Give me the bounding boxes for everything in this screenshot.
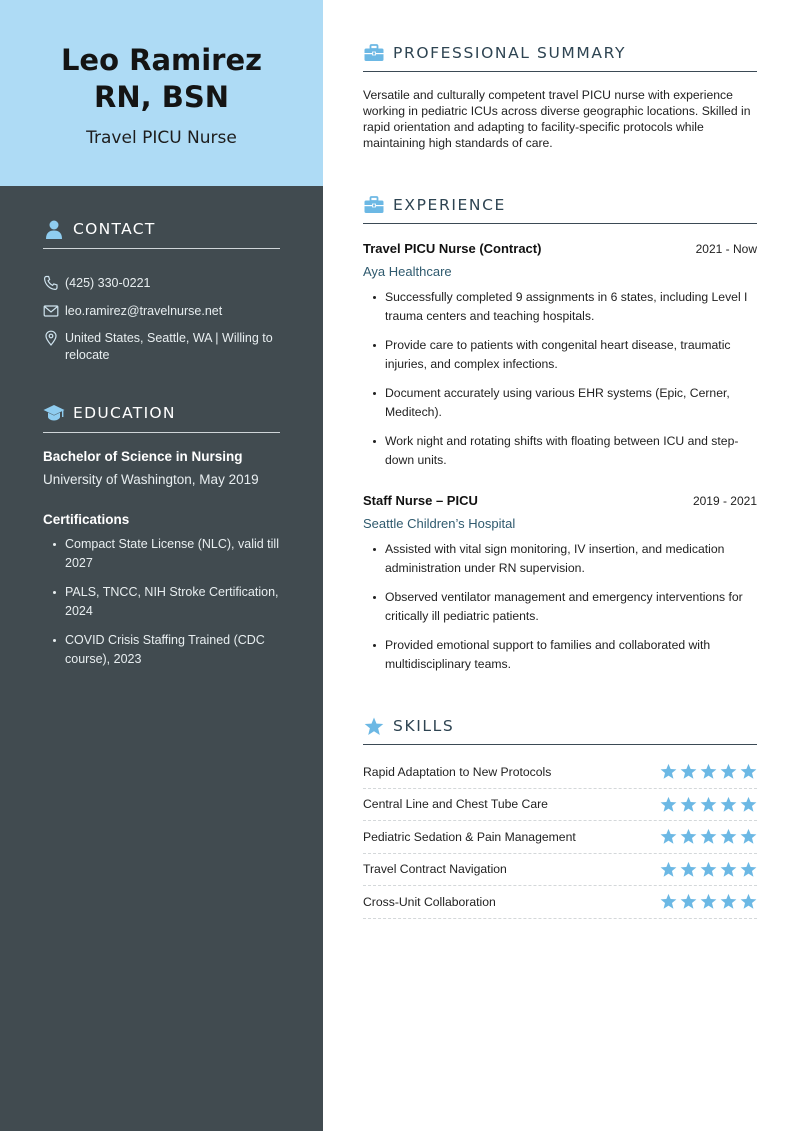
contact-email	[43, 303, 280, 320]
location-pin-icon	[43, 330, 59, 346]
job-bullet: Work night and rotating shifts with floating between ICU and step-down units.	[363, 432, 763, 469]
school: University of Washington, May 2019	[43, 472, 259, 487]
job-company: Seattle Children’s Hospital	[363, 516, 516, 531]
job-bullet: Provide care to patients with congenital heart disease, traumatic injuries, and complex infections.	[363, 336, 763, 373]
rating-star-icon	[660, 893, 677, 910]
contact-heading-label: CONTACT	[73, 220, 156, 238]
skill-name: Pediatric Sedation & Pain Management	[363, 829, 576, 844]
name-line-1: Leo Ramirez	[60, 43, 263, 77]
skills-heading-label: SKILLS	[393, 717, 455, 735]
summary-text: Versatile and culturally competent travel PICU nurse with experience working in pediatric ICUs across diverse geographic locations. Skilled in rapid orientation and adapting to facility-specific protocols while maintaining high standards of care.	[363, 88, 751, 150]
rating-star-icon	[700, 763, 717, 780]
skills-section	[363, 715, 757, 919]
candidate-name	[0, 0, 323, 116]
graduation-cap-icon	[43, 402, 65, 424]
job-entry	[363, 241, 757, 469]
contact-heading	[43, 218, 280, 249]
experience-heading-label: EXPERIENCE	[393, 196, 506, 214]
contact-phone	[43, 275, 280, 292]
rating-star-icon	[700, 796, 717, 813]
contact-email-text[interactable]: leo.ramirez@travelnurse.net	[65, 303, 223, 318]
rating-star-icon	[660, 861, 677, 878]
name-header	[0, 0, 323, 186]
rating-star-icon	[680, 796, 697, 813]
education-section	[43, 402, 280, 679]
certification-item: COVID Crisis Staffing Trained (CDC course), 2023	[43, 631, 280, 668]
rating-star-icon	[680, 861, 697, 878]
contact-location	[43, 330, 280, 363]
rating-star-icon	[720, 893, 737, 910]
job-bullet: Provided emotional support to families and collaborated with multidisciplinary teams.	[363, 636, 763, 673]
contact-section	[43, 218, 280, 374]
job-bullet: Observed ventilator management and emergency interventions for critically ill pediatric patients.	[363, 588, 763, 625]
job-company: Aya Healthcare	[363, 264, 452, 279]
certification-item: Compact State License (NLC), valid till 2027	[43, 535, 280, 572]
rating-star-icon	[660, 796, 677, 813]
job-entry	[363, 493, 757, 673]
skills-heading	[363, 715, 757, 745]
rating-star-icon	[720, 828, 737, 845]
skill-row	[363, 886, 757, 919]
skill-rating	[660, 763, 757, 780]
certification-item: PALS, TNCC, NIH Stroke Certification, 2024	[43, 583, 280, 620]
rating-star-icon	[740, 763, 757, 780]
skill-rating	[660, 861, 757, 878]
rating-star-icon	[740, 796, 757, 813]
rating-star-icon	[660, 828, 677, 845]
skill-rating	[660, 828, 757, 845]
skill-name: Central Line and Chest Tube Care	[363, 797, 548, 812]
rating-star-icon	[720, 763, 737, 780]
skill-row	[363, 854, 757, 887]
rating-star-icon	[700, 828, 717, 845]
summary-section	[363, 42, 757, 151]
skill-row	[363, 756, 757, 789]
contact-location-text: United States, Seattle, WA | Willing to relocate	[65, 331, 273, 362]
job-role: Travel PICU Nurse (Contract)	[363, 241, 542, 256]
rating-star-icon	[680, 828, 697, 845]
experience-heading	[363, 194, 757, 224]
job-bullet: Document accurately using various EHR systems (Epic, Cerner, Meditech).	[363, 384, 763, 421]
certifications-title: Certifications	[43, 512, 130, 527]
contact-phone-text[interactable]: (425) 330-0221	[65, 276, 151, 290]
rating-star-icon	[740, 828, 757, 845]
job-bullets	[363, 288, 757, 469]
experience-section	[363, 194, 757, 684]
person-icon	[43, 218, 65, 240]
education-heading	[43, 402, 280, 433]
rating-star-icon	[740, 861, 757, 878]
job-dates: 2019 - 2021	[692, 494, 757, 508]
briefcase-icon	[363, 194, 385, 216]
skills-list	[363, 756, 757, 919]
job-dates: 2021 - Now	[695, 242, 757, 256]
rating-star-icon	[680, 763, 697, 780]
rating-star-icon	[720, 796, 737, 813]
rating-star-icon	[660, 763, 677, 780]
rating-star-icon	[680, 893, 697, 910]
rating-star-icon	[700, 893, 717, 910]
rating-star-icon	[720, 861, 737, 878]
skill-rating	[660, 796, 757, 813]
skill-rating	[660, 893, 757, 910]
rating-star-icon	[700, 861, 717, 878]
job-bullets	[363, 540, 757, 673]
summary-heading-label: PROFESSIONAL SUMMARY	[393, 44, 627, 62]
briefcase-icon	[363, 42, 385, 64]
education-heading-label: EDUCATION	[73, 404, 176, 422]
skill-name: Travel Contract Navigation	[363, 862, 507, 877]
email-icon	[43, 303, 59, 319]
job-title: Travel PICU Nurse	[86, 128, 237, 148]
contact-list	[43, 275, 280, 363]
summary-heading	[363, 42, 757, 72]
degree: Bachelor of Science in Nursing	[43, 449, 243, 464]
certifications-list	[43, 535, 280, 668]
job-role: Staff Nurse – PICU	[363, 493, 478, 508]
name-line-2: RN, BSN	[94, 80, 229, 114]
job-bullet: Assisted with vital sign monitoring, IV insertion, and medication administration under RN supervision.	[363, 540, 763, 577]
skill-row	[363, 821, 757, 854]
skill-name: Rapid Adaptation to New Protocols	[363, 764, 552, 779]
rating-star-icon	[740, 893, 757, 910]
phone-icon	[43, 275, 59, 291]
sidebar	[0, 0, 323, 1131]
skill-name: Cross-Unit Collaboration	[363, 894, 496, 909]
star-icon	[363, 715, 385, 737]
job-bullet: Successfully completed 9 assignments in 6 states, including Level I trauma centers and teaching hospitals.	[363, 288, 763, 325]
skill-row	[363, 789, 757, 822]
